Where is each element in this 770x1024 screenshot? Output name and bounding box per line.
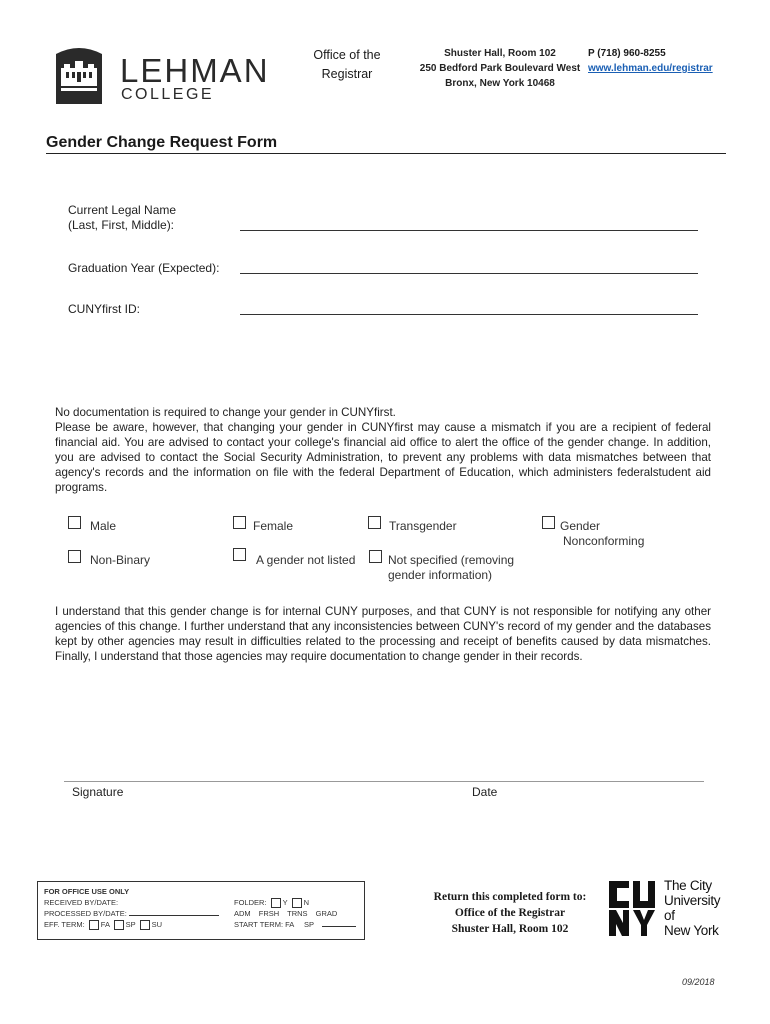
graduation-year-field[interactable] (240, 273, 698, 274)
trns-label: TRNS (287, 909, 308, 918)
cunyfirst-id-label: CUNYfirst ID: (68, 302, 140, 316)
cuny-line-2: University (664, 893, 721, 908)
transgender-checkbox[interactable] (368, 516, 381, 529)
contact-info (588, 46, 713, 76)
transgender-label: Transgender (389, 519, 457, 533)
gender-nonconforming-line-1: Gender (560, 519, 601, 533)
eff-sp-checkbox[interactable] (114, 920, 124, 930)
folder-no-label: N (303, 898, 309, 907)
office-address (412, 46, 588, 91)
legal-name-field[interactable] (240, 230, 698, 231)
non-binary-checkbox[interactable] (68, 550, 81, 563)
folder-yes-checkbox[interactable] (271, 898, 281, 908)
office-line-1: Office of the (313, 48, 381, 62)
form-version-date: 09/2018 (682, 977, 715, 987)
notice-first-line: No documentation is required to change your gender in CUNYfirst. (55, 406, 396, 419)
legal-name-label-line-1: Current Legal Name (68, 203, 177, 217)
legal-name-label (68, 203, 176, 233)
notice-paragraph (55, 405, 711, 495)
male-checkbox[interactable] (68, 516, 81, 529)
eff-fa-checkbox[interactable] (89, 920, 99, 930)
return-instructions (414, 889, 606, 937)
not-specified-checkbox[interactable] (369, 550, 382, 563)
title-divider (46, 153, 726, 154)
male-label: Male (90, 519, 117, 533)
website-link[interactable]: www.lehman.edu/registrar (588, 63, 713, 74)
cuny-line-3: of (664, 908, 675, 923)
gender-not-listed-label: A gender not listed (256, 553, 356, 567)
start-sp-label: SP (304, 920, 314, 929)
date-label: Date (472, 785, 498, 799)
start-term-label: START TERM: (234, 920, 284, 929)
legal-name-label-line-2: (Last, First, Middle): (68, 218, 175, 232)
gender-nonconforming-line-2: Nonconforming (563, 534, 645, 548)
frsh-label: FRSH (258, 909, 280, 918)
female-label: Female (253, 519, 294, 533)
folder-row (234, 898, 309, 908)
folder-label: FOLDER: (234, 898, 267, 907)
return-line-3: Shuster Hall, Room 102 (451, 923, 569, 935)
processed-by-field[interactable] (129, 915, 219, 916)
gender-not-listed-checkbox[interactable] (233, 548, 246, 561)
eff-sp-label: SP (125, 920, 136, 929)
address-line-2: 250 Bedford Park Boulevard West (419, 63, 581, 74)
acknowledgement-paragraph: I understand that this gender change is for internal CUNY purposes, and that CUNY is not responsible for notifying any other agencies of this change. I further understand that any inconsistencies between CUNY's record of my gender and the databases kept by other agencies may result in difficulties related to the processing and receipt of benefits caused by data mismatches. Finally, I understand that those agencies may require documentation to change gender in their records. (55, 605, 711, 663)
gender-nonconforming-checkbox[interactable] (542, 516, 555, 529)
office-line-2: Registrar (321, 67, 373, 81)
not-specified-line-2: gender information) (388, 568, 493, 582)
office-use-box (37, 881, 365, 940)
cuny-line-4: New York (664, 923, 719, 938)
cunyfirst-id-field[interactable] (240, 314, 698, 315)
return-line-1: Return this completed form to: (433, 891, 587, 903)
folder-no-checkbox[interactable] (292, 898, 302, 908)
lehman-shield-logo (54, 46, 104, 106)
cuny-line-1: The City (664, 878, 712, 893)
return-line-2: Office of the Registrar (454, 907, 566, 919)
cuny-wordmark (664, 878, 720, 938)
office-name (300, 46, 394, 84)
grad-label: GRAD (315, 909, 338, 918)
address-line-3: Bronx, New York 10468 (445, 78, 555, 89)
admission-type-row (234, 909, 337, 919)
signature-label: Signature (72, 785, 124, 799)
eff-term-label: EFF. TERM: (44, 920, 85, 929)
notice-body: Please be aware, however, that changing your gender in CUNYfirst may cause a mismatch if you are a recipient of federal financial aid. You are advised to contact your college's financial aid office to alert the office of the gender change. In addition, you are advised to contact the Social Security Administration, to prevent any problems with data mismatches between that agency's records and the information on file with the federal Department of Education, which administers federalstudent aid programs. (55, 421, 711, 494)
processed-by-row (44, 909, 219, 919)
cuny-logo (607, 879, 659, 937)
adm-label: ADM (234, 909, 251, 918)
form-title: Gender Change Request Form (46, 134, 278, 151)
processed-by-label: PROCESSED BY/DATE: (44, 909, 127, 918)
graduation-year-label: Graduation Year (Expected): (68, 261, 220, 275)
eff-term-row (44, 920, 162, 930)
start-fa-label: FA (285, 920, 294, 929)
signature-line[interactable] (64, 781, 704, 782)
female-checkbox[interactable] (233, 516, 246, 529)
start-term-row (234, 920, 356, 930)
office-use-title: FOR OFFICE USE ONLY (44, 887, 130, 896)
college-wordmark: COLLEGE (121, 86, 215, 103)
not-specified-line-1: Not specified (removing (388, 553, 515, 567)
received-by-label: RECEIVED BY/DATE: (44, 898, 119, 907)
eff-su-label: SU (151, 920, 163, 929)
phone-number: P (718) 960-8255 (588, 48, 666, 59)
address-line-1: Shuster Hall, Room 102 (444, 48, 556, 59)
non-binary-label: Non-Binary (90, 553, 151, 567)
not-specified-label (388, 553, 514, 583)
start-term-field[interactable] (322, 926, 356, 927)
eff-fa-label: FA (100, 920, 110, 929)
eff-su-checkbox[interactable] (140, 920, 150, 930)
lehman-wordmark: LEHMAN (120, 52, 270, 89)
gender-nonconforming-label (560, 519, 644, 549)
folder-yes-label: Y (282, 898, 288, 907)
